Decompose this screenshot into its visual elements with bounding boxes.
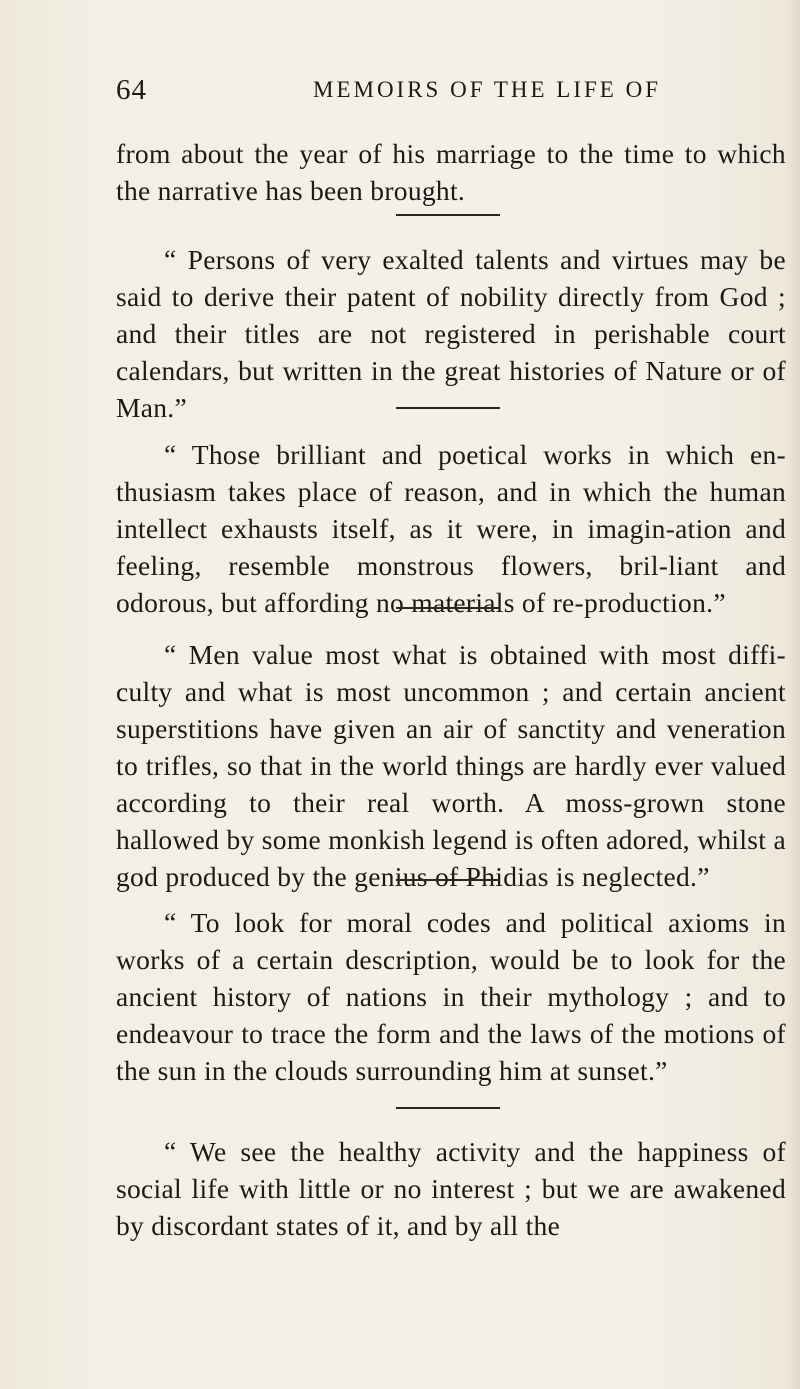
section-divider bbox=[396, 1107, 500, 1109]
quote-paragraph-2 bbox=[116, 436, 786, 621]
paragraph-text: from about the year of his marriage to the time to which the narrative has been brought. bbox=[116, 138, 786, 206]
paragraph-text: “ Persons of very exalted talents and virtues may be said to derive their patent of nobility directly from God ; and their titles are not registered in perishable court calendars, but written in the great histories of Nature or of Man.” bbox=[116, 244, 786, 423]
paragraph-text: “ We see the healthy activity and the happiness of social life with little or no interest ; but we are awakened by discordant states of it, and by all the bbox=[116, 1136, 786, 1241]
section-divider bbox=[396, 607, 500, 609]
page-header bbox=[116, 74, 786, 110]
section-divider bbox=[396, 214, 500, 216]
section-divider bbox=[396, 879, 500, 881]
paragraph-text: “ Those brilliant and poetical works in which en-thusiasm takes place of reason, and in which the human intellect exhausts itself, as it were, in imagin-ation and feeling, resemble monstrous flowers, bril-liant and odorous, but affording no materials of re-production.” bbox=[116, 439, 786, 618]
page-edge-shadow bbox=[786, 0, 800, 1389]
paragraph-continuation bbox=[116, 135, 786, 209]
paragraph-text: “ To look for moral codes and political axioms in works of a certain description, would be to look for the ancient history of nations in their mythology ; and to endeavour to trace the form and the laws of the motions of the sun in the clouds surrounding him at sunset.” bbox=[116, 907, 786, 1086]
paragraph-text: “ Men value most what is obtained with most diffi-culty and what is most uncommon ; and certain ancient superstitions have given an air of sanctity and veneration to trifles, so that in the world things are hardly ever valued according to their real worth. A moss-grown stone hallowed by some monkish legend is often adored, whilst a god produced by the genius of Phidias is neglected.” bbox=[116, 639, 786, 892]
page-number: 64 bbox=[116, 74, 147, 106]
section-divider bbox=[396, 407, 500, 409]
quote-paragraph-1 bbox=[116, 241, 786, 426]
quote-paragraph-4 bbox=[116, 904, 786, 1089]
quote-paragraph-3 bbox=[116, 636, 786, 895]
running-title: MEMOIRS OF THE LIFE OF bbox=[313, 77, 661, 102]
quote-paragraph-5 bbox=[116, 1133, 786, 1244]
